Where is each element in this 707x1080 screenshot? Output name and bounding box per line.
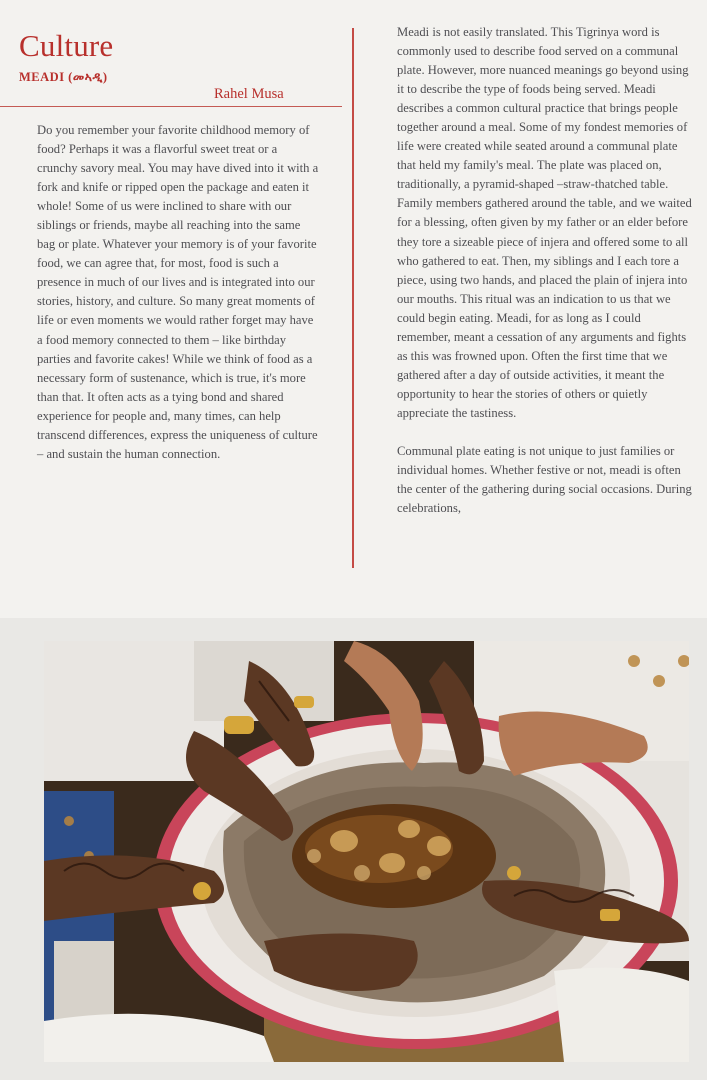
section-title: Culture <box>19 28 114 63</box>
author-byline: Rahel Musa <box>214 86 284 102</box>
article-subtitle: MEADI (መኣዲ) <box>19 70 108 84</box>
communal-meal-photo <box>44 641 689 1062</box>
right-column <box>397 23 692 518</box>
body-paragraph: Do you remember your favorite childhood memory of food? Perhaps it was a flavorful sweet treat or a crunchy savory meal. You may have dived into it with a fork and knife or ripped open the package and eaten it whole! Some of us were inclined to share with our siblings or friends, maybe all reaching into the same bag or plate. Whatever your memory is of your favorite food, we can agree that, for most, food is such a presence in much of our lives and is integrated into our stories, history, and culture. So many great moments of life or even moments we would rather forget may have a food memory connected to them – like birthday parties and favorite cakes! While we think of food as a necessary form of sustenance, which is true, it's more than that. It often acts as a tying bond and shared experience for people and, many times, can help transcend differences, express the uniqueness of culture – and sustain the human connection. <box>37 123 319 461</box>
header-rule <box>0 106 342 107</box>
column-divider <box>352 28 354 568</box>
body-paragraph: Communal plate eating is not unique to just families or individual homes. Whether festive or not, meadi is often the center of the gathering during social occasions. During celebrations, <box>397 443 692 516</box>
left-column <box>37 121 319 464</box>
body-paragraph: Meadi is not easily translated. This Tigrinya word is commonly used to describe food served on a communal plate. However, more nuanced meanings go beyond using it to describe the type of foods being served. Meadi describes a common cultural practice that brings people together around a meal. Some of my fondest memories of life were created while seated around a communal plate that held my family's meal. The plate was placed on, traditionally, a pyramid-shaped –straw-thatched table. Family members gathered around the table, and we waited for a blessing, often given by my father or an elder before they tore a sizeable piece of injera and offered some to all who gathered to eat. Then, my siblings and I each tore a piece, using two hands, and placed the plain of injera into our mouths. This ritual was an indication to us that we could begin eating. Meadi, for as long as I could remember, meant a cessation of any arguments and fights as this was frowned upon. Often the first time that we gathered after a day of outside activities, it meant the opportunity to hear the stories of others or quietly appreciate the tastiness. <box>397 25 692 420</box>
